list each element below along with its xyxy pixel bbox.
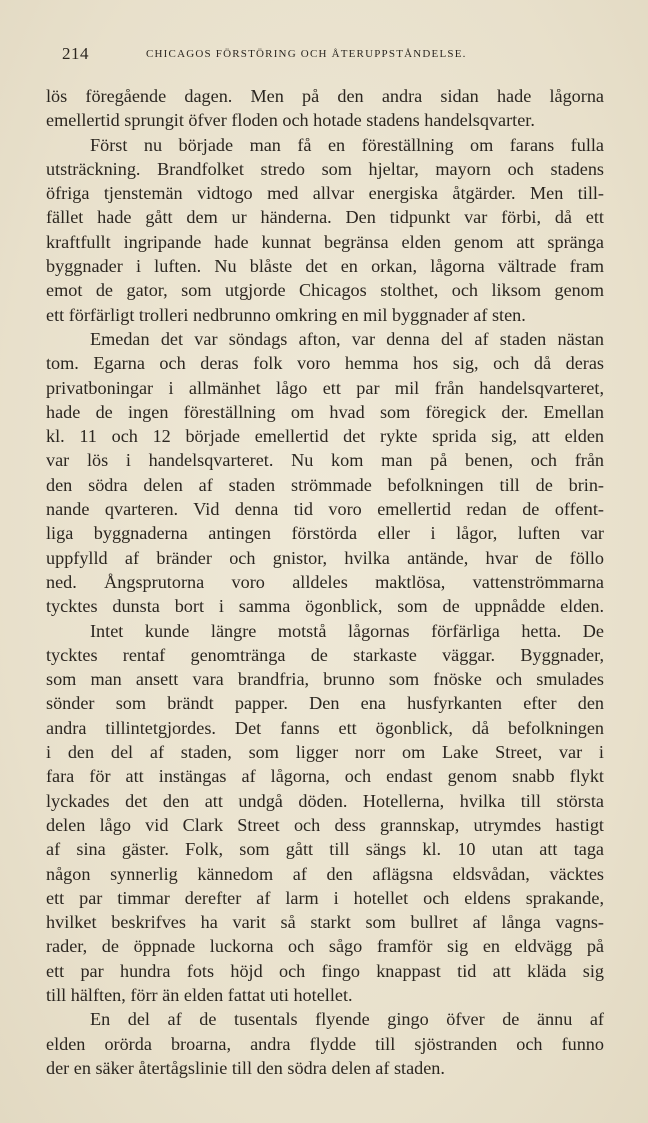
text-line: ett par timmar derefter af larm i hotellet och eldens sprakande, — [46, 887, 604, 908]
text-line: den södra delen af staden strömmade befolkningen till de brin- — [46, 474, 604, 495]
text-line: tom. Egarna och deras folk voro hemma hos sig, och då deras — [46, 353, 604, 374]
text-line: lös föregående dagen. Men på den andra sidan hade lågorna — [46, 86, 604, 106]
text-line: byggnader i luften. Nu blåste det en orkan, lågorna vältrade fram — [46, 256, 604, 277]
text-line: rader, de öppnade luckorna och sågo framför sig en eldvägg på — [46, 936, 604, 957]
text-line: En del af de tusentals flyende gingo öfver de ännu af — [90, 1009, 604, 1030]
text-line: i den del af staden, som ligger norr om Lake Street, var i — [46, 742, 604, 763]
text-line: fara för att instängas af lågorna, och endast genom snabb flykt — [46, 766, 604, 787]
text-line: der en säker återtågslinie till den södra delen af staden. — [46, 1057, 445, 1078]
text-line: till hälften, förr än elden fattat uti hotellet. — [46, 984, 353, 1005]
text-line: elden orörda broarna, andra flydde till sjöstranden och funno — [46, 1033, 604, 1054]
book-page — [46, 44, 604, 1080]
text-line: emot de gator, som utgjorde Chicagos stolthet, och liksom genom — [46, 280, 604, 301]
text-line: Intet kunde längre motstå lågornas förfärliga hetta. De — [90, 620, 604, 641]
text-line: tycktes dunsta bort i samma ögonblick, som de uppnådde elden. — [46, 596, 604, 617]
text-line: som man ansett vara brandfria, brunno som fnöske och smulades — [46, 669, 604, 690]
text-line: hade de ingen föreställning om hvad som föregick der. Emellan — [46, 401, 604, 422]
text-line: kl. 11 och 12 började emellertid det rykte sprida sig, att elden — [46, 426, 604, 447]
text-line: lyckades det den att undgå döden. Hotellerna, hvilka till största — [46, 790, 604, 811]
text-line: sönder som brändt papper. Den ena husfyrkanten efter den — [46, 693, 604, 714]
text-line: nande qvarteren. Vid denna tid voro emellertid redan de offent- — [46, 499, 604, 520]
text-line: tycktes rentaf genomtränga de starkaste väggar. Byggnader, — [46, 644, 604, 665]
text-line: ned. Ångsprutorna voro alldeles maktlösa, vattenströmmarna — [46, 571, 604, 592]
text-line: ett par hundra fots höjd och fingo knappast tid att kläda sig — [46, 960, 604, 981]
text-line: kraftfullt ingripande hade kunnat begränsa elden genom att spränga — [46, 231, 604, 252]
text-line: af sina gäster. Folk, som gått till sängs kl. 10 utan att taga — [46, 839, 604, 860]
text-line: uppfylld af bränder och gnistor, hvilka antände, hvar de föllo — [46, 547, 604, 568]
text-line: hvilket beskrifves ha varit så starkt som bullret af långa vagns- — [46, 912, 604, 933]
running-head: CHICAGOS FÖRSTÖRING OCH ÅTERUPPSTÅNDELSE. — [146, 48, 467, 60]
text-line: emellertid sprungit öfver floden och hotade stadens handelsqvarter. — [46, 110, 535, 131]
text-line: utsträckning. Brandfolket stredo som hjeltar, mayorn och stadens — [46, 158, 604, 179]
text-line: fället hade gått dem ur händerna. Den tidpunkt var förbi, då ett — [46, 207, 604, 228]
text-line: ett förfärligt trolleri nedbrunno omkring en mil byggnader af sten. — [46, 304, 526, 325]
text-line: någon synnerlig kännedom af den aflägsna eldsvådan, väcktes — [46, 863, 604, 884]
page-number: 214 — [62, 44, 89, 63]
body-text — [46, 84, 604, 1080]
text-line: liga byggnaderna antingen förstörda eller i lågor, luften var — [46, 523, 604, 544]
text-line: delen lågo vid Clark Street och dess grannskap, utrymdes hastigt — [46, 814, 604, 835]
text-line: Emedan det var söndags afton, var denna del af staden nästan — [90, 328, 604, 349]
text-line: Först nu började man få en föreställning om farans fulla — [90, 134, 604, 155]
text-line: privatboningar i allmänhet lågo ett par mil från handelsqvarteret, — [46, 377, 604, 398]
text-line: öfriga tjenstemän vidtogo med allvar energiska åtgärder. Men till- — [46, 183, 604, 204]
text-line: andra tillintetgjordes. Det fanns ett ögonblick, då befolkningen — [46, 717, 604, 738]
page-header — [46, 44, 604, 66]
text-line: var lös i handelsqvarteret. Nu kom man på benen, och från — [46, 450, 604, 471]
